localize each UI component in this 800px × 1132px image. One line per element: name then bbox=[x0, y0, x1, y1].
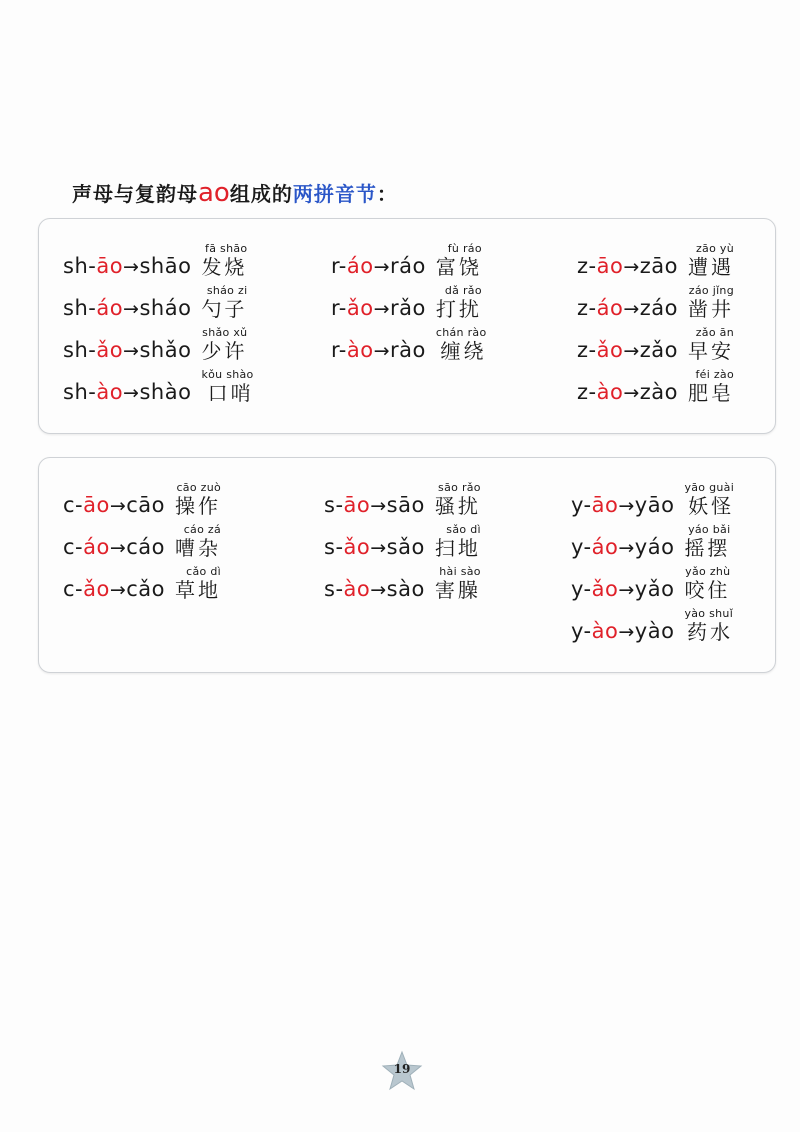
example-word bbox=[201, 285, 247, 319]
example-word bbox=[435, 482, 481, 516]
arrow-icon: → bbox=[123, 382, 140, 404]
spelling-formula bbox=[331, 256, 426, 277]
example-pinyin: zǎo ān bbox=[695, 326, 734, 339]
arrow-icon: → bbox=[123, 256, 140, 278]
initial: z- bbox=[577, 338, 597, 362]
initial: sh- bbox=[63, 296, 97, 320]
syllable-result: ráo bbox=[390, 254, 426, 278]
syllable-result: rǎo bbox=[390, 296, 426, 320]
syllable-word bbox=[571, 524, 730, 558]
example-word bbox=[201, 327, 247, 361]
initial: c- bbox=[63, 535, 84, 559]
example-pinyin: sǎo dì bbox=[446, 523, 481, 536]
tone-vowel: āo bbox=[596, 254, 624, 278]
syllable-word bbox=[577, 369, 734, 403]
syllable-word bbox=[63, 327, 247, 361]
syllable-word bbox=[63, 369, 254, 403]
initial: s- bbox=[324, 493, 344, 517]
initial: z- bbox=[577, 380, 597, 404]
example-word bbox=[688, 243, 734, 277]
syllable-word bbox=[577, 243, 734, 277]
syllable-word bbox=[324, 524, 481, 558]
tone-vowel: ǎo bbox=[83, 577, 110, 601]
syllable-result: shāo bbox=[139, 254, 192, 278]
tone-vowel: āo bbox=[343, 493, 371, 517]
arrow-icon: → bbox=[109, 495, 127, 517]
example-word bbox=[175, 482, 221, 516]
initial: sh- bbox=[63, 380, 97, 404]
initial: c- bbox=[63, 493, 84, 517]
tone-vowel: ào bbox=[346, 338, 374, 362]
example-pinyin: záo jǐng bbox=[688, 284, 734, 297]
spelling-formula bbox=[577, 382, 678, 403]
initial: y- bbox=[571, 535, 592, 559]
tone-vowel: ǎo bbox=[346, 296, 374, 320]
spelling-formula bbox=[571, 495, 674, 516]
example-word bbox=[201, 369, 253, 403]
example-chars: 嘈杂 bbox=[175, 536, 222, 560]
example-word bbox=[435, 524, 481, 558]
tone-vowel: ào bbox=[343, 577, 371, 601]
example-chars: 凿井 bbox=[688, 297, 734, 321]
initial: r- bbox=[331, 254, 347, 278]
syllable-word bbox=[571, 482, 734, 516]
example-pinyin: yāo guài bbox=[684, 481, 735, 494]
example-chars: 药水 bbox=[687, 620, 734, 644]
syllable-box-2 bbox=[38, 457, 776, 673]
arrow-icon: → bbox=[370, 537, 387, 559]
example-pinyin: cǎo dì bbox=[186, 565, 222, 578]
tone-vowel: ǎo bbox=[596, 338, 624, 362]
example-chars: 扫地 bbox=[434, 536, 481, 560]
arrow-icon: → bbox=[623, 340, 640, 362]
example-chars: 害臊 bbox=[434, 578, 481, 602]
spelling-formula bbox=[63, 382, 191, 403]
arrow-icon: → bbox=[123, 298, 140, 320]
syllable-result: zǎo bbox=[639, 338, 678, 362]
syllable-word bbox=[63, 566, 221, 600]
example-pinyin: sāo rǎo bbox=[438, 481, 481, 494]
arrow-icon: → bbox=[618, 537, 635, 559]
arrow-icon: → bbox=[123, 340, 140, 362]
arrow-icon: → bbox=[618, 495, 635, 517]
syllable-word bbox=[63, 243, 247, 277]
title-vowel: ao bbox=[198, 178, 230, 208]
example-chars: 富饶 bbox=[435, 255, 482, 279]
example-chars: 打扰 bbox=[435, 297, 482, 321]
example-pinyin: zāo yù bbox=[695, 242, 734, 255]
syllable-word bbox=[577, 285, 734, 319]
example-word bbox=[175, 566, 221, 600]
example-chars: 口哨 bbox=[207, 381, 254, 405]
example-pinyin: dǎ rǎo bbox=[444, 284, 482, 297]
arrow-icon: → bbox=[373, 256, 391, 278]
example-chars: 发烧 bbox=[201, 255, 248, 279]
example-word bbox=[436, 285, 482, 319]
syllable-word bbox=[331, 243, 482, 277]
initial: y- bbox=[571, 619, 592, 643]
example-pinyin: fā shāo bbox=[205, 242, 248, 255]
arrow-icon: → bbox=[109, 579, 127, 601]
spelling-formula bbox=[63, 537, 165, 558]
spelling-formula bbox=[331, 298, 426, 319]
spelling-formula bbox=[571, 621, 674, 642]
example-pinyin: hài sào bbox=[439, 565, 481, 578]
syllable-result: yāo bbox=[634, 493, 675, 517]
example-word bbox=[688, 285, 734, 319]
example-chars: 肥皂 bbox=[688, 381, 734, 405]
spelling-formula bbox=[324, 579, 425, 600]
tone-vowel: áo bbox=[596, 296, 624, 320]
spelling-formula bbox=[63, 495, 165, 516]
syllable-word bbox=[571, 608, 733, 642]
initial: sh- bbox=[63, 338, 97, 362]
spelling-formula bbox=[63, 579, 165, 600]
example-pinyin: chán rào bbox=[435, 326, 487, 339]
syllable-result: cāo bbox=[126, 493, 166, 517]
example-word bbox=[175, 524, 221, 558]
example-pinyin: shǎo xǔ bbox=[202, 326, 248, 339]
example-chars: 咬住 bbox=[684, 578, 731, 602]
example-pinyin: fù ráo bbox=[447, 242, 482, 255]
spelling-formula bbox=[324, 537, 425, 558]
spelling-formula bbox=[571, 537, 674, 558]
title-part1: 声母与复韵母 bbox=[72, 182, 198, 206]
example-word bbox=[684, 608, 733, 642]
title-highlight: 两拼音节 bbox=[292, 182, 377, 206]
spelling-formula bbox=[577, 340, 678, 361]
example-pinyin: cáo zá bbox=[183, 523, 222, 536]
example-word bbox=[684, 482, 734, 516]
page-title bbox=[72, 178, 398, 208]
tone-vowel: āo bbox=[591, 493, 619, 517]
tone-vowel: áo bbox=[346, 254, 374, 278]
syllable-result: cǎo bbox=[126, 577, 166, 601]
example-pinyin: yào shuǐ bbox=[684, 607, 734, 620]
spelling-formula bbox=[63, 340, 191, 361]
example-chars: 缠绕 bbox=[440, 339, 487, 363]
arrow-icon: → bbox=[370, 495, 387, 517]
syllable-result: yào bbox=[634, 619, 675, 643]
initial: z- bbox=[577, 296, 597, 320]
example-word bbox=[436, 243, 482, 277]
initial: r- bbox=[331, 338, 347, 362]
syllable-word bbox=[331, 327, 487, 361]
syllable-result: zào bbox=[639, 380, 678, 404]
spelling-formula bbox=[577, 256, 678, 277]
initial: z- bbox=[577, 254, 597, 278]
tone-vowel: ǎo bbox=[343, 535, 371, 559]
example-word bbox=[688, 327, 734, 361]
example-chars: 勺子 bbox=[201, 297, 248, 321]
example-pinyin: féi zào bbox=[695, 368, 734, 381]
syllable-result: sǎo bbox=[386, 535, 425, 559]
tone-vowel: āo bbox=[83, 493, 110, 517]
arrow-icon: → bbox=[370, 579, 387, 601]
example-chars: 骚扰 bbox=[434, 494, 481, 518]
initial: s- bbox=[324, 577, 344, 601]
example-word bbox=[684, 524, 730, 558]
example-pinyin: kǒu shào bbox=[201, 368, 254, 381]
title-colon: ： bbox=[376, 182, 398, 206]
syllable-word bbox=[63, 285, 247, 319]
example-chars: 妖怪 bbox=[688, 494, 735, 518]
example-word bbox=[201, 243, 247, 277]
syllable-result: záo bbox=[639, 296, 678, 320]
example-word bbox=[435, 566, 481, 600]
tone-vowel: ào bbox=[591, 619, 619, 643]
initial: y- bbox=[571, 577, 592, 601]
page-number: 19 bbox=[393, 1062, 411, 1076]
example-chars: 摇摆 bbox=[684, 536, 731, 560]
spelling-formula bbox=[63, 256, 191, 277]
example-pinyin: sháo zi bbox=[206, 284, 248, 297]
syllable-result: shào bbox=[139, 380, 192, 404]
arrow-icon: → bbox=[373, 340, 391, 362]
syllable-word bbox=[324, 482, 481, 516]
arrow-icon: → bbox=[618, 621, 635, 643]
arrow-icon: → bbox=[623, 382, 640, 404]
initial: c- bbox=[63, 577, 84, 601]
example-word bbox=[688, 369, 734, 403]
spelling-formula bbox=[331, 340, 426, 361]
syllable-word bbox=[324, 566, 481, 600]
initial: r- bbox=[331, 296, 347, 320]
syllable-result: sào bbox=[386, 577, 425, 601]
spelling-formula bbox=[577, 298, 678, 319]
example-chars: 操作 bbox=[175, 494, 222, 518]
initial: sh- bbox=[63, 254, 97, 278]
initial: y- bbox=[571, 493, 592, 517]
syllable-result: shǎo bbox=[139, 338, 192, 362]
spelling-formula bbox=[571, 579, 674, 600]
initial: s- bbox=[324, 535, 344, 559]
syllable-result: zāo bbox=[639, 254, 678, 278]
example-chars: 草地 bbox=[175, 578, 222, 602]
arrow-icon: → bbox=[109, 537, 127, 559]
example-chars: 早安 bbox=[688, 339, 734, 363]
syllable-word bbox=[571, 566, 730, 600]
syllable-word bbox=[63, 524, 221, 558]
example-pinyin: yáo bǎi bbox=[688, 523, 731, 536]
syllable-result: sāo bbox=[386, 493, 425, 517]
title-part2: 组成的 bbox=[229, 182, 293, 206]
tone-vowel: áo bbox=[96, 296, 124, 320]
tone-vowel: áo bbox=[591, 535, 619, 559]
syllable-result: sháo bbox=[139, 296, 192, 320]
tone-vowel: ǎo bbox=[591, 577, 619, 601]
tone-vowel: āo bbox=[96, 254, 124, 278]
syllable-word bbox=[331, 285, 482, 319]
syllable-result: rào bbox=[390, 338, 426, 362]
arrow-icon: → bbox=[623, 256, 640, 278]
syllable-word bbox=[577, 327, 734, 361]
example-word bbox=[684, 566, 730, 600]
arrow-icon: → bbox=[618, 579, 635, 601]
tone-vowel: áo bbox=[83, 535, 110, 559]
syllable-box-1 bbox=[38, 218, 776, 434]
syllable-result: yáo bbox=[634, 535, 675, 559]
page-number-badge bbox=[381, 1050, 423, 1092]
example-chars: 少许 bbox=[201, 339, 248, 363]
syllable-word bbox=[63, 482, 221, 516]
spelling-formula bbox=[324, 495, 425, 516]
syllable-result: cáo bbox=[126, 535, 166, 559]
example-pinyin: yǎo zhù bbox=[685, 565, 731, 578]
tone-vowel: ǎo bbox=[96, 338, 124, 362]
arrow-icon: → bbox=[373, 298, 391, 320]
example-pinyin: cāo zuò bbox=[176, 481, 222, 494]
tone-vowel: ào bbox=[596, 380, 624, 404]
arrow-icon: → bbox=[623, 298, 640, 320]
example-word bbox=[436, 327, 487, 361]
spelling-formula bbox=[63, 298, 191, 319]
tone-vowel: ào bbox=[96, 380, 124, 404]
syllable-result: yǎo bbox=[634, 577, 675, 601]
example-chars: 遭遇 bbox=[688, 255, 734, 279]
